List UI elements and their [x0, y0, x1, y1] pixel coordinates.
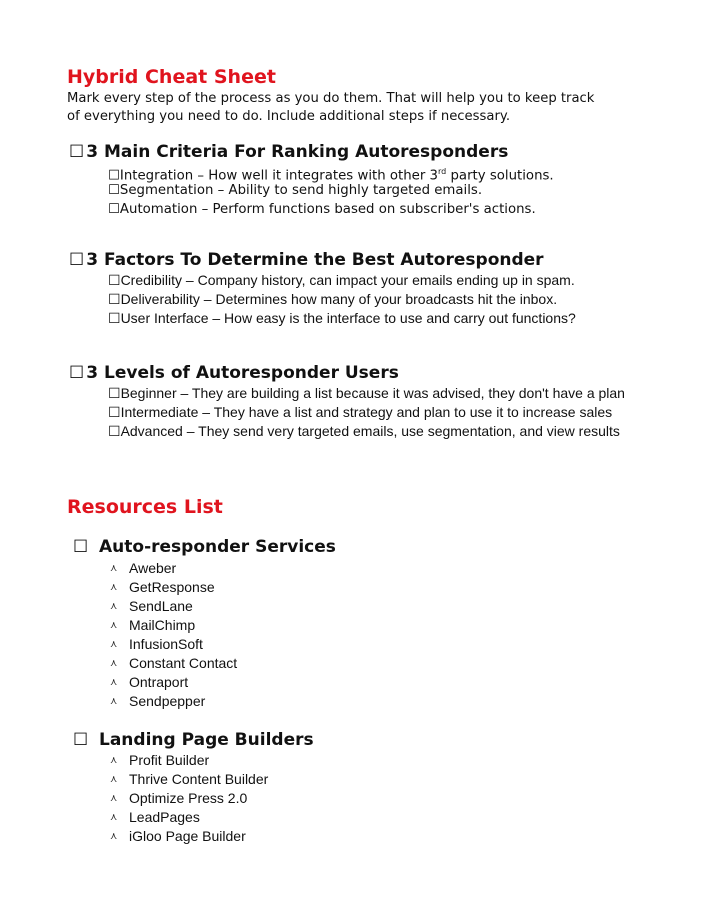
list-item: [110, 578, 237, 597]
list-item-text: Optimize Press 2.0: [129, 790, 248, 806]
bullet-icon: ⋏: [110, 601, 118, 612]
list-item: [110, 616, 237, 635]
item-text: Integration – How well it integrates with other 3: [119, 168, 439, 184]
checkbox[interactable]: ☐: [108, 423, 121, 439]
resource-heading-text: Auto-responder Services: [99, 537, 336, 557]
checklist-item: [108, 200, 554, 219]
item-text: Beginner – They are building a list because it was advised, they don't have a plan: [120, 385, 625, 401]
resources-title: Resources List: [67, 496, 223, 518]
checkbox[interactable]: ☐: [108, 202, 120, 217]
list-item-text: Sendpepper: [129, 693, 206, 709]
checkbox[interactable]: ☐: [108, 168, 120, 184]
resource-heading-text: Landing Page Builders: [99, 730, 314, 750]
checklist-item: [108, 162, 554, 184]
section-heading-text: 3 Factors To Determine the Best Autoresponder: [86, 250, 544, 270]
list-item: [110, 808, 268, 827]
item-text: Automation – Perform functions based on subscriber's actions.: [119, 202, 536, 217]
section-heading-main-criteria: [69, 142, 508, 162]
checkbox[interactable]: ☐: [108, 404, 121, 420]
factors-list: [108, 271, 576, 328]
checklist-item: [108, 403, 625, 422]
checkbox[interactable]: ☐: [73, 730, 89, 750]
autoresponder-services-list: [110, 559, 237, 711]
item-text: Deliverability – Determines how many of your broadcasts hit the inbox.: [120, 291, 558, 307]
list-item: [110, 597, 237, 616]
list-item: [110, 751, 268, 770]
list-item: [110, 654, 237, 673]
list-item-text: SendLane: [129, 598, 193, 614]
intro-line: of everything you need to do. Include additional steps if necessary.: [67, 109, 511, 124]
bullet-icon: ⋏: [110, 620, 118, 631]
landing-page-builders-list: [110, 751, 268, 846]
bullet-icon: ⋏: [110, 582, 118, 593]
list-item-text: Constant Contact: [129, 655, 238, 671]
list-item-text: Thrive Content Builder: [129, 771, 269, 787]
levels-list: [108, 384, 625, 441]
list-item-text: iGloo Page Builder: [129, 828, 246, 844]
list-item-text: Profit Builder: [129, 752, 210, 768]
bullet-icon: ⋏: [110, 563, 118, 574]
checkbox[interactable]: ☐: [73, 537, 89, 557]
list-item: [110, 692, 237, 711]
item-text: Credibility – Company history, can impact your emails ending up in spam.: [120, 272, 575, 288]
list-item: [110, 789, 268, 808]
section-heading-text: 3 Main Criteria For Ranking Autoresponders: [86, 142, 509, 162]
list-item: [110, 559, 237, 578]
checkbox[interactable]: ☐: [108, 310, 121, 326]
criteria-list: [108, 162, 554, 219]
bullet-icon: ⋏: [110, 677, 118, 688]
resource-heading-landing-pages: [73, 730, 314, 750]
section-heading-levels: [69, 363, 399, 383]
item-text: Advanced – They send very targeted emails, use segmentation, and view results: [120, 423, 620, 439]
list-item-text: InfusionSoft: [129, 636, 203, 652]
list-item: [110, 635, 237, 654]
checkbox[interactable]: ☐: [69, 250, 85, 270]
document-title: Hybrid Cheat Sheet: [67, 66, 276, 88]
intro-line: Mark every step of the process as you do them. That will help you to keep track: [67, 91, 595, 106]
checkbox[interactable]: ☐: [108, 385, 121, 401]
checkbox[interactable]: ☐: [69, 363, 85, 383]
list-item: [110, 770, 268, 789]
section-heading-factors: [69, 250, 544, 270]
checkbox[interactable]: ☐: [69, 142, 85, 162]
checkbox[interactable]: ☐: [108, 272, 121, 288]
bullet-icon: ⋏: [110, 793, 118, 804]
item-text: Intermediate – They have a list and strategy and plan to use it to increase sales: [120, 404, 613, 420]
bullet-icon: ⋏: [110, 658, 118, 669]
list-item-text: LeadPages: [129, 809, 200, 825]
superscript: rd: [438, 167, 447, 176]
checklist-item: [108, 290, 576, 309]
checklist-item: [108, 422, 625, 441]
checklist-item: [108, 181, 554, 200]
list-item-text: Ontraport: [129, 674, 189, 690]
list-item: [110, 673, 237, 692]
bullet-icon: ⋏: [110, 774, 118, 785]
list-item: [110, 827, 268, 846]
list-item-text: Aweber: [129, 560, 177, 576]
checklist-item: [108, 309, 576, 328]
bullet-icon: ⋏: [110, 696, 118, 707]
resource-heading-autoresponders: [73, 537, 336, 557]
checkbox[interactable]: ☐: [108, 183, 120, 198]
list-item-text: GetResponse: [129, 579, 215, 595]
checklist-item: [108, 271, 576, 290]
bullet-icon: ⋏: [110, 812, 118, 823]
checkbox[interactable]: ☐: [108, 291, 121, 307]
list-item-text: MailChimp: [129, 617, 196, 633]
bullet-icon: ⋏: [110, 755, 118, 766]
bullet-icon: ⋏: [110, 831, 118, 842]
intro-paragraph: [67, 90, 667, 126]
item-text: Segmentation – Ability to send highly targeted emails.: [119, 183, 483, 198]
item-text: User Interface – How easy is the interface to use and carry out functions?: [120, 310, 576, 326]
bullet-icon: ⋏: [110, 639, 118, 650]
section-heading-text: 3 Levels of Autoresponder Users: [86, 363, 399, 383]
checklist-item: [108, 384, 625, 403]
item-text: party solutions.: [446, 168, 554, 184]
